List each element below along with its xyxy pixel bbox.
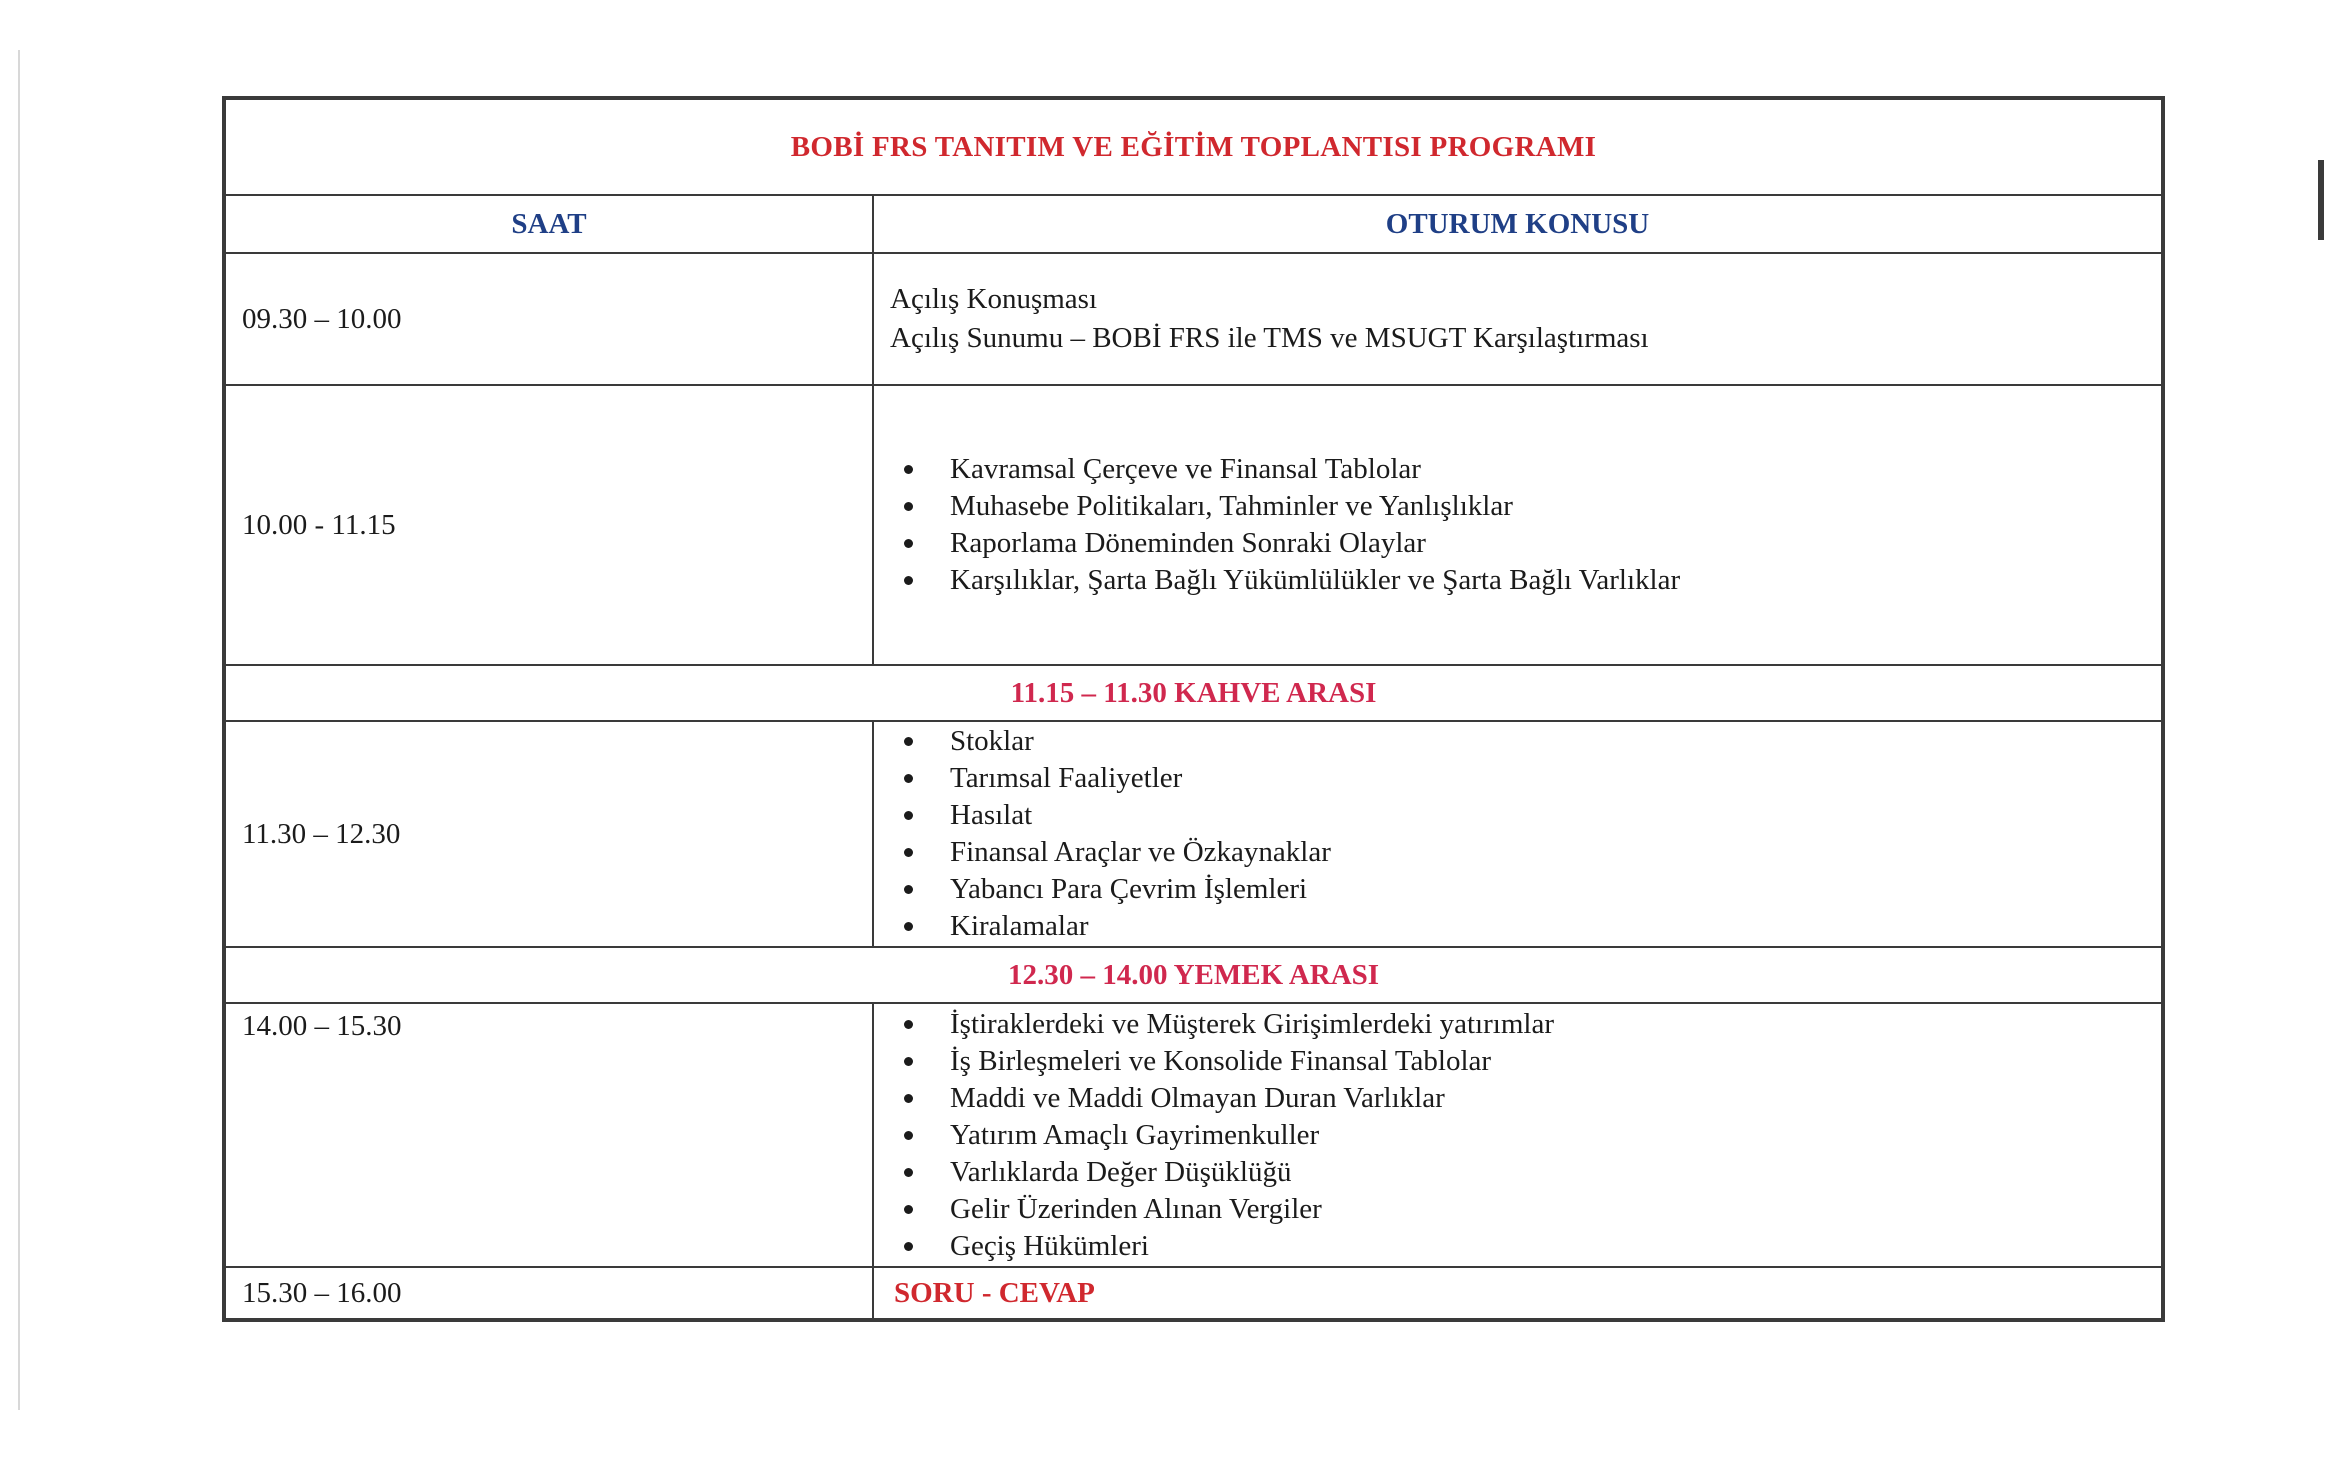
session-line: Açılış Sunumu – BOBİ FRS ile TMS ve MSUGT Karşılaştırması	[890, 322, 1649, 354]
topic-list	[890, 1006, 2161, 1265]
session-row-5	[225, 1267, 2162, 1319]
session-row-4	[225, 1003, 2162, 1267]
session-topics	[873, 1003, 2162, 1267]
session-time: 14.00 – 15.30	[225, 1003, 873, 1267]
topic-item: Raporlama Döneminden Sonraki Olaylar	[904, 525, 2161, 562]
topic-list	[890, 723, 2161, 945]
qa-session: SORU - CEVAP	[873, 1267, 2162, 1319]
coffee-break: 11.15 – 11.30 KAHVE ARASI	[225, 665, 2162, 721]
topic-item: Stoklar	[904, 723, 2161, 760]
topic-item: Gelir Üzerinden Alınan Vergiler	[904, 1191, 2161, 1228]
topic-item: Yatırım Amaçlı Gayrimenkuller	[904, 1117, 2161, 1154]
scan-edge	[18, 50, 20, 1410]
topic-item: Varlıklarda Değer Düşüklüğü	[904, 1154, 2161, 1191]
title-row	[225, 99, 2162, 195]
session-row-2	[225, 385, 2162, 665]
topic-item: Finansal Araçlar ve Özkaynaklar	[904, 834, 2161, 871]
program-table	[224, 98, 2163, 1320]
topic-item: Maddi ve Maddi Olmayan Duran Varlıklar	[904, 1080, 2161, 1117]
header-time: SAAT	[225, 195, 873, 253]
topic-item: Kavramsal Çerçeve ve Finansal Tablolar	[904, 451, 2161, 488]
session-row-3	[225, 721, 2162, 947]
topic-list	[890, 451, 2161, 599]
header-topic: OTURUM KONUSU	[873, 195, 2162, 253]
topic-item: Hasılat	[904, 797, 2161, 834]
topic-item: Geçiş Hükümleri	[904, 1228, 2161, 1265]
program-sheet	[222, 96, 2165, 1322]
coffee-break-row	[225, 665, 2162, 721]
session-row-1	[225, 253, 2162, 385]
session-time: 09.30 – 10.00	[225, 253, 873, 385]
session-topics	[873, 385, 2162, 665]
header-row	[225, 195, 2162, 253]
session-time: 15.30 – 16.00	[225, 1267, 873, 1319]
topic-item: Kiralamalar	[904, 908, 2161, 945]
session-topics	[873, 253, 2162, 385]
topic-item: İştiraklerdeki ve Müşterek Girişimlerdeki yatırımlar	[904, 1006, 2161, 1043]
topic-item: Tarımsal Faaliyetler	[904, 760, 2161, 797]
topic-item: İş Birleşmeleri ve Konsolide Finansal Tablolar	[904, 1043, 2161, 1080]
program-title: BOBİ FRS TANITIM VE EĞİTİM TOPLANTISI PROGRAMI	[225, 99, 2162, 195]
session-time: 11.30 – 12.30	[225, 721, 873, 947]
scan-edge-mark	[2318, 160, 2324, 240]
session-time: 10.00 - 11.15	[225, 385, 873, 665]
topic-item: Yabancı Para Çevrim İşlemleri	[904, 871, 2161, 908]
lunch-break-row	[225, 947, 2162, 1003]
session-line: Açılış Konuşması	[890, 283, 1098, 315]
lunch-break: 12.30 – 14.00 YEMEK ARASI	[225, 947, 2162, 1003]
session-topics	[873, 721, 2162, 947]
topic-item: Muhasebe Politikaları, Tahminler ve Yanlışlıklar	[904, 488, 2161, 525]
topic-item: Karşılıklar, Şarta Bağlı Yükümlülükler ve Şarta Bağlı Varlıklar	[904, 562, 2161, 599]
